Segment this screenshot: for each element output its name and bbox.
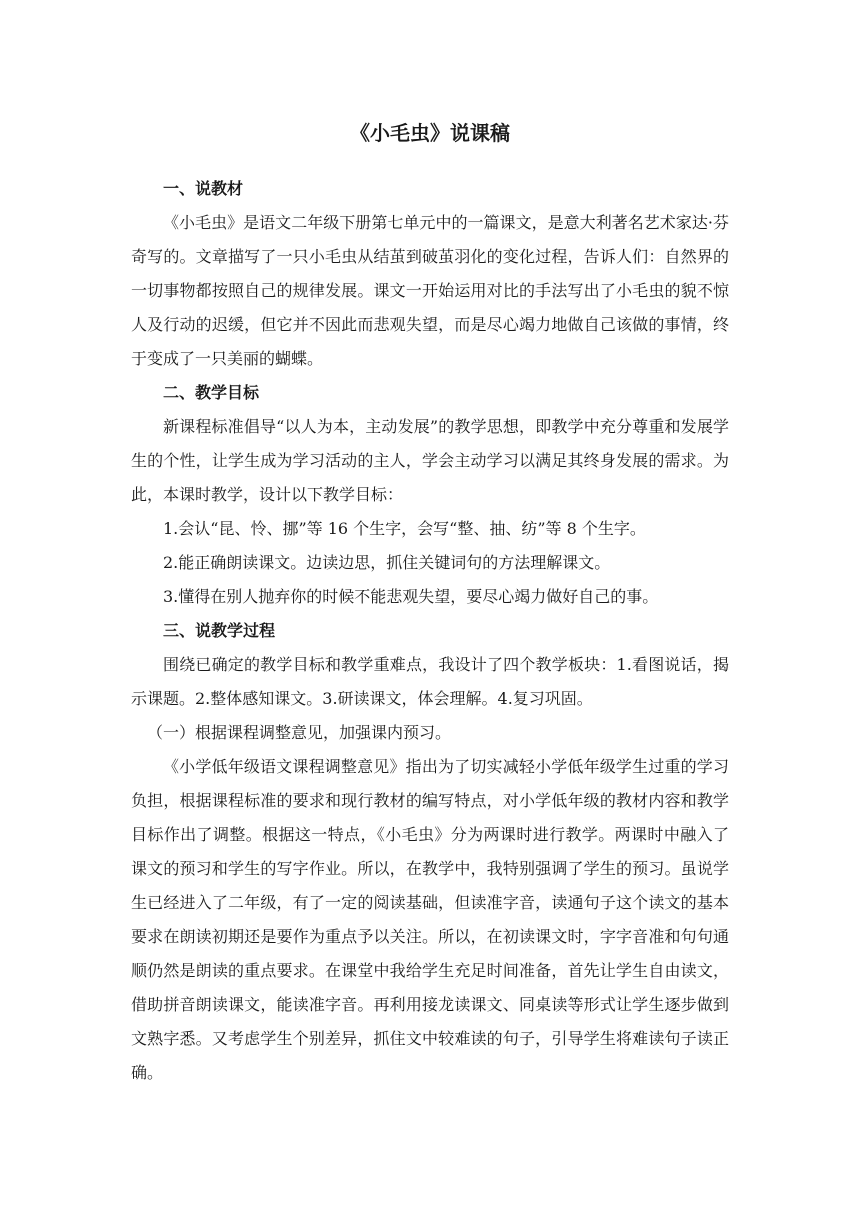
section-heading-teaching-material: 一、说教材: [163, 179, 244, 198]
paragraph-teaching-process: 围绕已确定的教学目标和教学重难点，我设计了四个教学板块：1.看图说话，揭示课题。2.整体感知课文。3.研读课文，体会理解。4.复习巩固。: [131, 655, 729, 708]
paragraph-preview: 《小学低年级语文课程调整意见》指出为了切实减轻小学低年级学生过重的学习负担，根据课程标准的要求和现行教材的编写特点，对小学低年级的教材内容和教学目标作出了调整。根据这一特点，《小毛虫》分为两课时进行教学。两课时中融入了课文的预习和学生的写字作业。所以，在教学中，我特别强调了学生的预习。虽说学生已经进入了二年级，有了一定的阅读基础，但读准字音，读通句子这个读文的基本要求在朗读初期还是要作为重点予以关注。所以，在初读课文时，字字音准和句句通顺仍然是朗读的重点要求。在课堂中我给学生充足时间准备，首先让学生自由读文，借助拼音朗读课文，能读准字音。再利用接龙读课文、同桌读等形式让学生逐步做到文熟字悉。又考虑学生个别差异，抓住文中较难读的句子，引导学生将难读句子读正确。: [131, 757, 729, 1082]
goal-item-3: 3.懂得在别人抛弃你的时候不能悲观失望，要尽心竭力做好自己的事。: [163, 587, 659, 606]
paragraph-teaching-goals: 新课程标准倡导“以人为本，主动发展”的教学思想，即教学中充分尊重和发展学生的个性，让学生成为学习活动的主人，学会主动学习以满足其终身发展的需求。为此，本课时教学，设计以下教学目标：: [131, 417, 729, 504]
subheading-preview: （一）根据课程调整意见，加强课内预习。: [147, 723, 452, 742]
section-heading-teaching-goals: 二、教学目标: [163, 383, 260, 402]
goal-item-1: 1.会认“昆、怜、挪”等 16 个生字，会写“整、抽、纺”等 8 个生字。: [163, 519, 646, 538]
paragraph-teaching-material: 《小毛虫》是语文二年级下册第七单元中的一篇课文，是意大利著名艺术家达·芬奇写的。文章描写了一只小毛虫从结茧到破茧羽化的变化过程，告诉人们：自然界的一切事物都按照自己的规律发展。课文一开始运用对比的手法写出了小毛虫的貌不惊人及行动的迟缓，但它并不因此而悲观失望，而是尽心竭力地做自己该做的事情，终于变成了一只美丽的蝴蝶。: [131, 213, 729, 368]
document-title: 《小毛虫》说课稿: [350, 121, 510, 145]
goal-item-2: 2.能正确朗读课文。边读边思，抓住关键词句的方法理解课文。: [163, 553, 611, 572]
section-heading-teaching-process: 三、说教学过程: [163, 621, 276, 640]
document-body: [131, 172, 729, 1090]
